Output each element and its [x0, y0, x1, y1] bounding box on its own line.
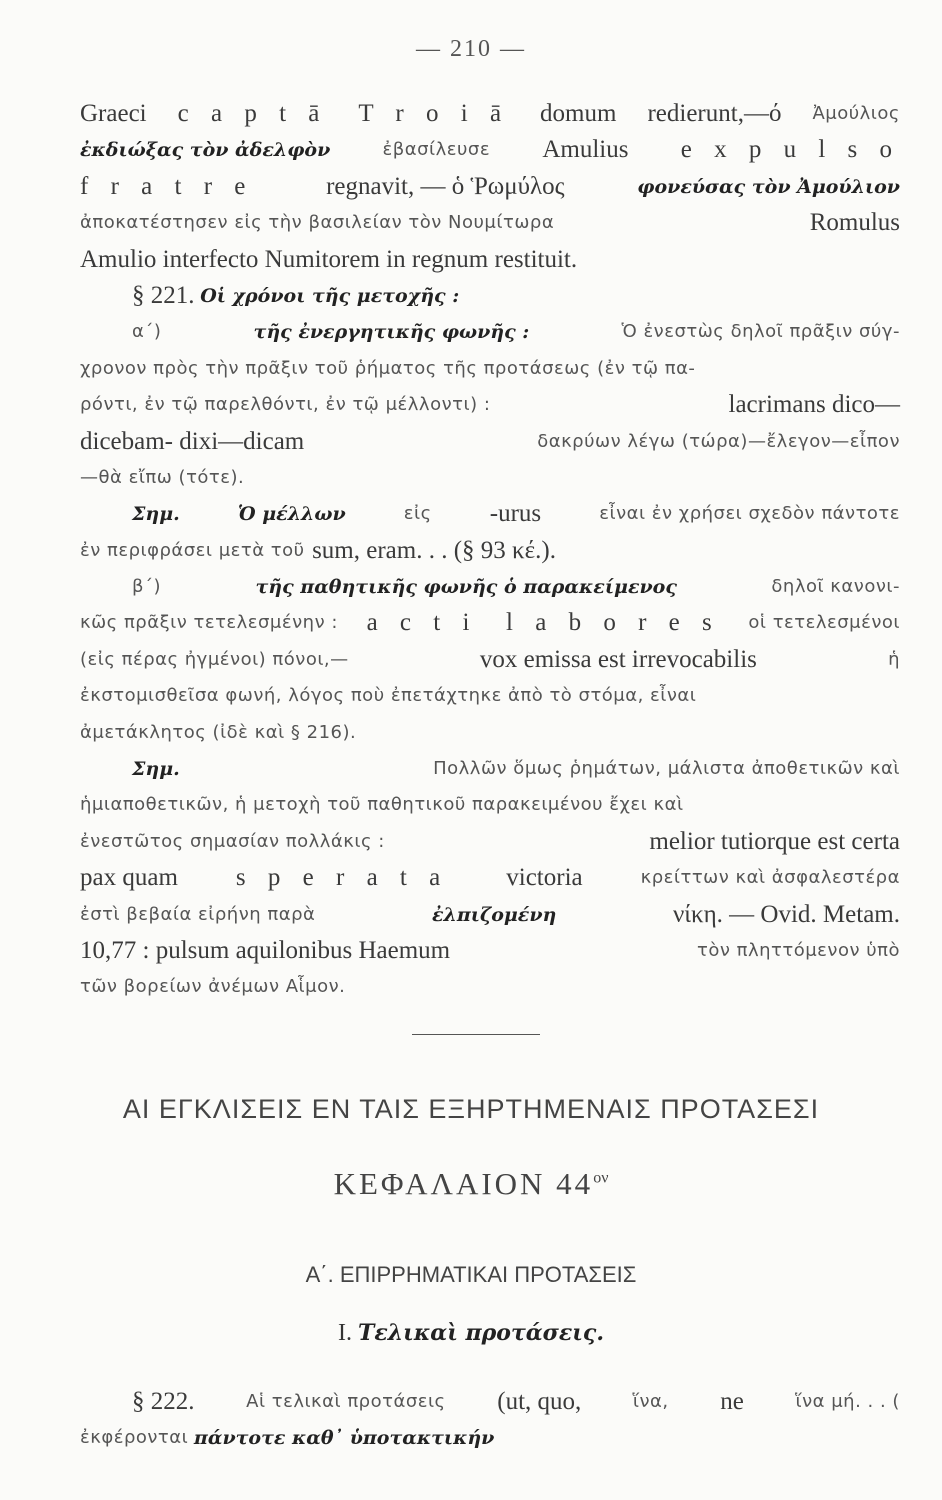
- text-line: [80, 969, 900, 1005]
- latin-text: redierunt,—ό: [647, 100, 782, 127]
- text-line: [80, 787, 900, 823]
- chapter-heading: [0, 1166, 942, 1202]
- text-line: [80, 351, 900, 387]
- latin-text: melior tutiorque est certa: [649, 827, 900, 855]
- greek-text: α΄): [132, 321, 162, 343]
- emphasized-text: ἐκδιώξας τὸν ἀδελφὸν: [80, 139, 331, 162]
- latin-text: § 222.: [132, 1388, 195, 1415]
- greek-text: ἐκφέρονται: [80, 1427, 189, 1449]
- greek-text: οἱ τετελεσμένοι: [748, 612, 900, 634]
- greek-text: Αἱ τελικαὶ προτάσεις: [246, 1391, 446, 1412]
- chapter-title: ΚΕΦΑΛΑΙΟΝ 44: [333, 1166, 594, 1201]
- text-line: [80, 605, 900, 641]
- text-line: [80, 132, 900, 168]
- latin-text: ne: [720, 1388, 744, 1415]
- text-line: [80, 314, 900, 350]
- greek-text: ἐνεστῶτος σημασίαν πολλάκις :: [80, 830, 385, 852]
- emphasized-text: φονεύσας τὸν Ἀμούλιον: [637, 175, 900, 198]
- latin-text: lacrimans dico—: [728, 391, 900, 419]
- greek-text: ἐβασίλευσε: [382, 139, 491, 161]
- latin-text: c a p t ā: [177, 100, 328, 127]
- text-line: [80, 824, 900, 860]
- greek-text: ἐκστομισθεῖσα φωνή, λόγος ποὺ ἐπετάχτηκε ἀπὸ τὸ στόμα, εἶναι: [80, 685, 697, 707]
- text-line: [80, 533, 900, 569]
- greek-text: ἀποκατέστησεν εἰς τὴν βασιλείαν τὸν Νουμίτωρα: [80, 212, 555, 234]
- subsection-number: Ι.: [338, 1320, 352, 1346]
- latin-text: Amulius: [542, 136, 629, 164]
- latin-text: l a b o r e s: [506, 609, 720, 637]
- emphasized-text: πάντοτε καθ᾿ ὑποτακτικήν: [193, 1427, 495, 1450]
- text-line: [80, 424, 900, 460]
- text-line: [80, 1420, 900, 1456]
- section-divider: [412, 1034, 540, 1035]
- greek-text: εἶναι ἐν χρήσει σχεδὸν πάντοτε: [599, 503, 900, 525]
- greek-text: ἀμετάκλητος (ἰδὲ καὶ § 216).: [80, 721, 357, 743]
- text-line: [80, 569, 900, 605]
- latin-text: (ut, quo,: [497, 1388, 582, 1415]
- emphasized-text: Σημ.: [132, 758, 180, 781]
- greek-text: κῶς πρᾶξιν τετελεσμένην :: [80, 612, 338, 634]
- part-heading: ΑΙ ΕΓΚΛΙΣΕΙΣ ΕΝ ΤΑΙΣ ΕΞΗΡΤΗΜΕΝΑΙΣ ΠΡΟΤΑΣΕΣΙ: [122, 1094, 820, 1124]
- text-line: [80, 460, 900, 496]
- subsection-title: Τελικαὶ προτάσεις.: [358, 1320, 604, 1346]
- latin-text: 10,77 : pulsum aquilonibus Haemum: [80, 936, 451, 964]
- chapter-ordinal-suffix: ον: [593, 1169, 609, 1187]
- latin-text: νίκη. — Ovid. Metam.: [672, 900, 900, 928]
- section-heading: Α΄. ΕΠΙΡΡΗΜΑΤΙΚΑΙ ΠΡΟΤΑΣΕΙΣ: [305, 1262, 637, 1287]
- latin-text: domum: [540, 100, 617, 127]
- greek-text: ἵνα μή. . . (: [795, 1391, 900, 1412]
- text-line: [80, 715, 900, 751]
- text-line: [80, 860, 900, 896]
- greek-text: ἡμιαποθετικῶν, ἡ μετοχὴ τοῦ παθητικοῦ παρακειμένου ἔχει καὶ: [80, 794, 684, 816]
- text-line: [80, 387, 900, 423]
- latin-text: e x p u l s o: [680, 136, 900, 164]
- latin-text: sum, eram. . . (§ 93 κέ.).: [312, 536, 556, 564]
- greek-text: Ἀμούλιος: [812, 103, 900, 124]
- greek-text: χρονον πρὸς τὴν πρᾶξιν τοῦ ῥήματος τῆς προτάσεως (ἐν τῷ πα-: [80, 357, 696, 379]
- latin-text: vox emissa est irrevocabilis: [479, 645, 757, 673]
- latin-text: Amulio interfecto Numitorem in regnum restituit.: [80, 245, 578, 273]
- greek-text: εἰς: [403, 503, 432, 525]
- page-number: — 210 —: [416, 36, 526, 62]
- text-line: [80, 278, 900, 314]
- text-line: [80, 169, 900, 205]
- emphasized-text: ἐλπιζομένη: [432, 903, 557, 926]
- text-line: [80, 242, 900, 278]
- greek-text: (εἰς πέρας ἠγμένοι) πόνοι,—: [80, 648, 349, 670]
- latin-text: regnavit, — ὁ Ῥωμύλος: [326, 172, 565, 200]
- text-line: [80, 205, 900, 241]
- emphasized-text: Σημ.: [132, 503, 180, 526]
- text-line: [80, 751, 900, 787]
- latin-text: -urus: [489, 500, 542, 528]
- greek-text: ρόντι, ἐν τῷ παρελθόντι, ἐν τῷ μέλλοντι) :: [80, 394, 491, 416]
- emphasized-text: τῆς παθητικῆς φωνῆς ὁ παρακείμενος: [255, 576, 677, 599]
- latin-text: dicebam- dixi—dicam: [80, 427, 305, 455]
- latin-text: victoria: [506, 864, 583, 892]
- greek-text: Ὁ ἐνεστὼς δηλοῖ πρᾶξιν σύγ-: [621, 321, 900, 343]
- greek-text: δακρύων λέγω (τώρα)—ἔλεγον—εἶπον: [537, 430, 900, 452]
- greek-text: Πολλῶν ὅμως ῥημάτων, μάλιστα ἀποθετικῶν καὶ: [433, 758, 900, 780]
- emphasized-text: Οἱ χρόνοι τῆς μετοχῆς :: [200, 284, 460, 307]
- text-line: [80, 96, 900, 132]
- text-line: [80, 642, 900, 678]
- greek-text: ἐστὶ βεβαία εἰρήνη παρὰ: [80, 903, 316, 925]
- greek-text: ἐν περιφράσει μετὰ τοῦ: [80, 539, 305, 561]
- latin-text: § 221.: [132, 281, 195, 309]
- greek-text: β΄): [132, 576, 162, 598]
- text-line: [80, 496, 900, 532]
- latin-text: s p e r a t a: [235, 864, 449, 892]
- emphasized-text: Ὁ μέλλων: [237, 503, 346, 526]
- greek-text: δηλοῖ κανονι-: [771, 576, 900, 598]
- greek-text: ἵνα,: [632, 1391, 669, 1412]
- latin-text: f r a t r e: [80, 172, 254, 200]
- latin-text: pax quam: [80, 864, 178, 892]
- greek-text: τῶν βορείων ἀνέμων Αἷμον.: [80, 976, 346, 998]
- greek-text: ἡ: [888, 648, 900, 670]
- greek-text: τὸν πληττόμενον ὑπὸ: [697, 939, 900, 961]
- body-text: [80, 96, 900, 1006]
- greek-text: —θὰ εἴπω (τότε).: [80, 466, 245, 488]
- text-line: [80, 897, 900, 933]
- text-line: [80, 678, 900, 714]
- text-line: [80, 1384, 900, 1420]
- subsection-heading: [0, 1320, 942, 1347]
- latin-text: Romulus: [809, 209, 900, 237]
- greek-text: κρείττων καὶ ἀσφαλεστέρα: [640, 867, 900, 889]
- latin-text: T r o i ā: [358, 100, 510, 127]
- latin-text: Graeci: [80, 100, 147, 127]
- emphasized-text: τῆς ἐνεργητικῆς φωνῆς :: [253, 321, 530, 344]
- final-paragraph: [80, 1384, 900, 1457]
- latin-text: a c t i: [366, 609, 478, 637]
- text-line: [80, 933, 900, 969]
